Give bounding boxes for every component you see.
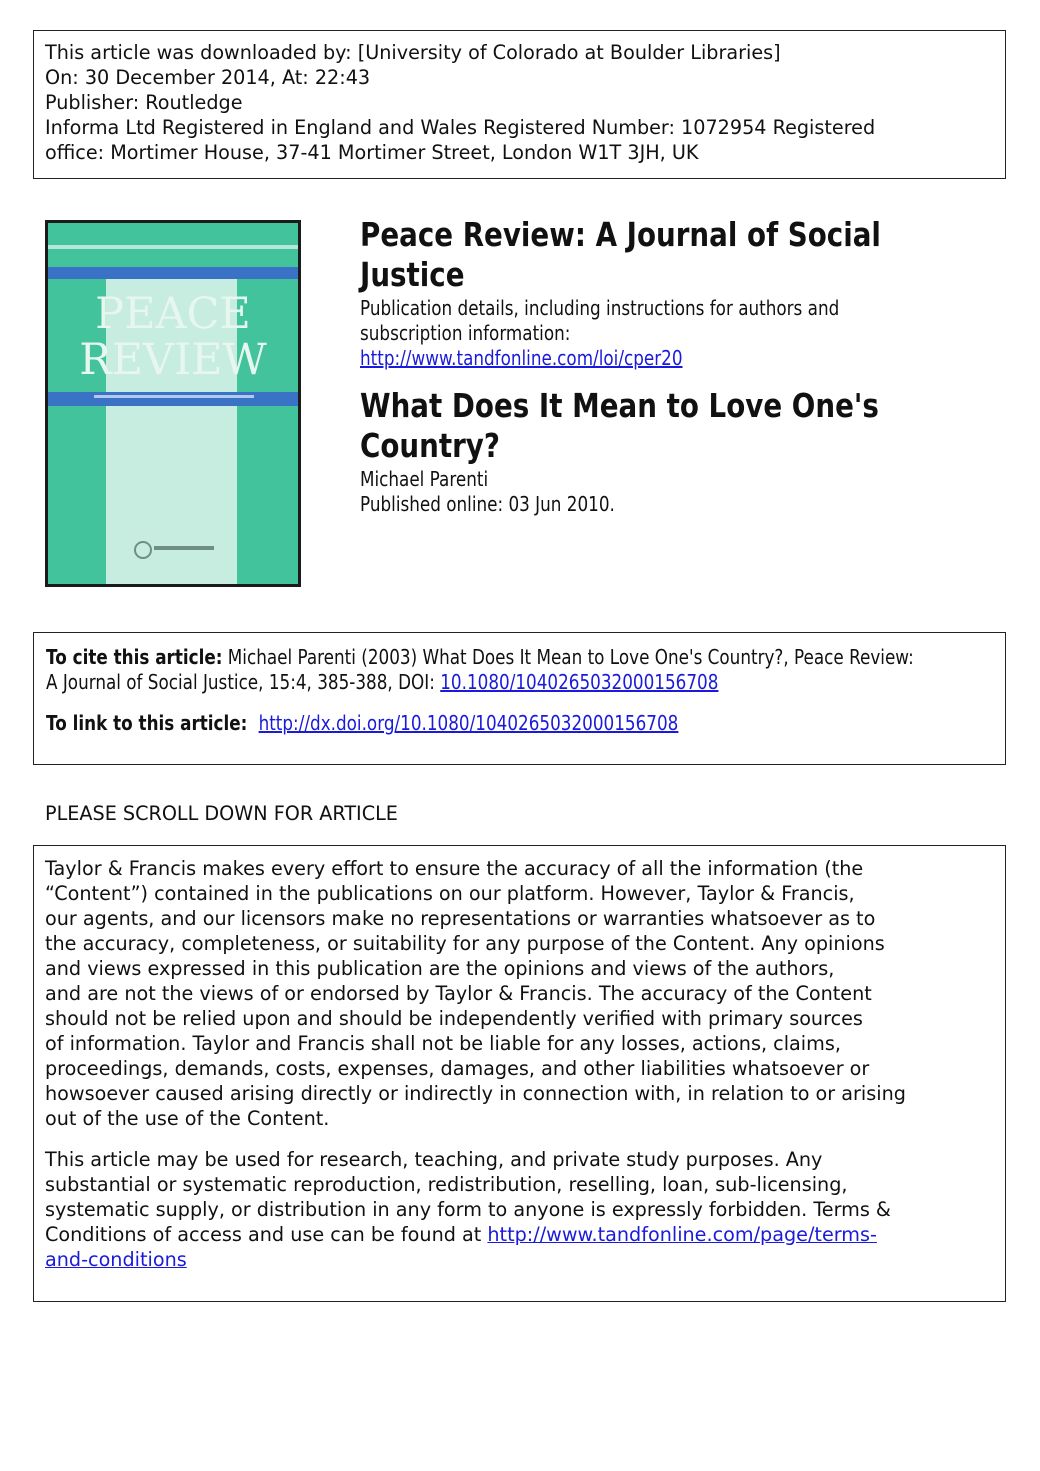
cite-text-line2: A Journal of Social Justice, 15:4, 385-388, DOI: — [46, 670, 441, 694]
cover-band-top — [48, 267, 298, 279]
disclaimer-line: systematic supply, or distribution in any form to anyone is expressly forbidden. Terms & — [45, 1198, 891, 1221]
notice-line: Informa Ltd Registered in England and Wales Registered Number: 1072954 Registered — [45, 116, 876, 139]
publication-details — [360, 296, 839, 371]
citation-box — [33, 632, 1006, 765]
article-title-line: What Does It Mean to Love One's — [360, 386, 879, 425]
disclaimer-line: Taylor & Francis makes every effort to ensure the accuracy of all the information (the — [45, 857, 864, 880]
disclaimer-line: This article may be used for research, teaching, and private study purposes. Any — [45, 1148, 823, 1171]
journal-title-line: Peace Review: A Journal of Social — [360, 215, 881, 254]
terms-lead-text: Conditions of access and use can be found at — [45, 1223, 488, 1246]
article-title-line: Country? — [360, 426, 500, 465]
article-doi-url-link[interactable]: http://dx.doi.org/10.1080/1040265032000156708 — [258, 711, 679, 735]
scroll-down-notice: PLEASE SCROLL DOWN FOR ARTICLE — [45, 802, 398, 825]
disclaimer-line: the accuracy, completeness, or suitability for any purpose of the Content. Any opinions — [45, 932, 885, 955]
terms-link[interactable]: http://www.tandfonline.com/page/terms- — [487, 1223, 877, 1246]
disclaimer-line: proceedings, demands, costs, expenses, damages, and other liabilities whatsoever or — [45, 1057, 870, 1080]
notice-line: Publisher: Routledge — [45, 91, 243, 114]
journal-title-line: Justice — [360, 255, 465, 294]
disclaimer-line: substantial or systematic reproduction, redistribution, reselling, loan, sub-licensing, — [45, 1173, 848, 1196]
journal-cover-image — [45, 220, 301, 587]
published-online-date: Published online: 03 Jun 2010. — [360, 492, 615, 516]
journal-title — [360, 215, 881, 295]
notice-line: This article was downloaded by: [University of Colorado at Boulder Libraries] — [45, 41, 781, 64]
cover-word-review: REVIEW — [79, 335, 267, 385]
disclaimer-line: and are not the views of or endorsed by Taylor & Francis. The accuracy of the Content — [45, 982, 872, 1005]
details-line: Publication details, including instructions for authors and — [360, 296, 840, 320]
notice-line: On: 30 December 2014, At: 22:43 — [45, 66, 371, 89]
article-author: Michael Parenti — [360, 467, 489, 491]
disclaimer-line: howsoever caused arising directly or indirectly in connection with, in relation to or arising — [45, 1082, 906, 1105]
publisher-logo-icon — [134, 541, 152, 559]
cite-text-line1: Michael Parenti (2003) What Does It Mean to Love One's Country?, Peace Review: — [222, 645, 914, 669]
cover-top-strip — [48, 245, 298, 249]
notice-line: office: Mortimer House, 37-41 Mortimer Street, London W1T 3JH, UK — [45, 141, 699, 164]
publisher-logo-text — [154, 546, 214, 550]
disclaimer-line — [45, 1222, 994, 1247]
terms-link-continued[interactable]: and-conditions — [45, 1248, 187, 1271]
citation-text — [46, 645, 914, 695]
disclaimer-box — [33, 845, 1006, 1302]
link-label: To link to this article: — [46, 711, 254, 735]
cover-subtitle-bar — [94, 395, 254, 398]
disclaimer-line: “Content”) contained in the publications on our platform. However, Taylor & Francis, — [45, 882, 855, 905]
download-notice — [33, 30, 1006, 179]
disclaimer-line — [45, 1247, 994, 1272]
disclaimer-line: and views expressed in this publication are the opinions and views of the authors, — [45, 957, 835, 980]
disclaimer-line: should not be relied upon and should be independently verified with primary sources — [45, 1007, 863, 1030]
article-link-row — [46, 711, 678, 736]
cite-label: To cite this article: — [46, 645, 223, 669]
disclaimer-line: out of the use of the Content. — [45, 1107, 330, 1130]
disclaimer-line: of information. Taylor and Francis shall not be liable for any losses, actions, claims, — [45, 1032, 841, 1055]
details-line: subscription information: — [360, 321, 571, 345]
article-title — [360, 386, 879, 466]
doi-link[interactable]: 10.1080/1040265032000156708 — [440, 670, 719, 694]
journal-url-link[interactable]: http://www.tandfonline.com/loi/cper20 — [360, 346, 683, 370]
cover-word-peace: PEACE — [95, 289, 251, 339]
disclaimer-line: our agents, and our licensors make no representations or warranties whatsoever as to — [45, 907, 876, 930]
